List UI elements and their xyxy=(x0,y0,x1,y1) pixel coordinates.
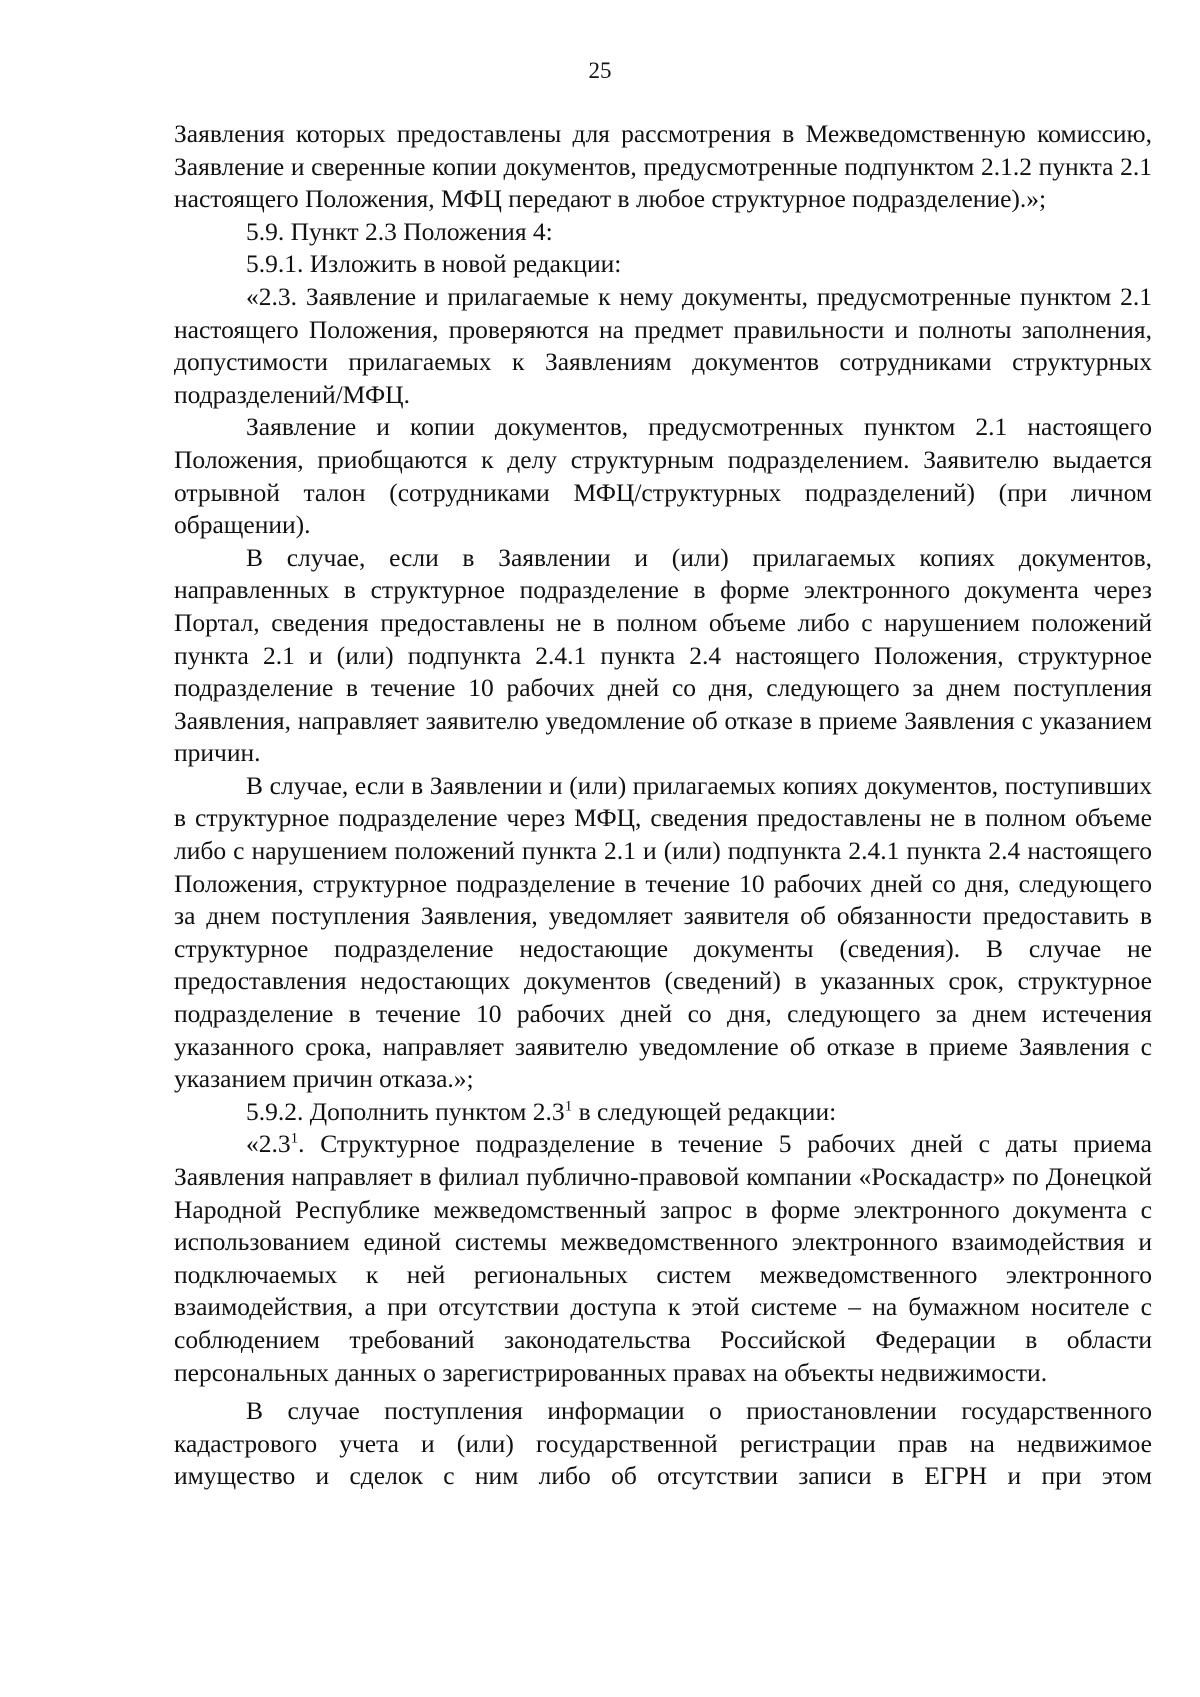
text-fragment: . Структурное подразделение в течение 5 рабочих дней с даты приема Заявления направляет в филиал публично-правовой компании «Роскадастр» по Донецкой Народной Республике межведомственный запрос в форме электронного документа с использованием единой системы межведомственного электронного взаимодействия и подключаемых к ней региональных систем межведомственного электронного взаимодействия, а при отсутствии доступа к этой системе – на бумажном носителе с соблюдением требований законодательства Российской Федерации в области персональных данных о зарегистрированных правах на объекты недвижимости. xyxy=(174,1129,1152,1387)
text-fragment: 5.9.2. Дополнить пунктом 2.3 xyxy=(246,1096,565,1126)
paragraph-continuation: Заявления которых предоставлены для рассмотрения в Межведомственную комиссию, Заявление и сверенные копии документов, предусмотренные подпунктом 2.1.2 пункта 2.1 настоящего Положения, МФЦ передают в любое структурное подразделение).»; xyxy=(174,119,1152,214)
paragraph-clause-2-3: «2.3. Заявление и прилагаемые к нему документы, предусмотренные пунктом 2.1 настоящего Положения, проверяются на предмет правильности и полноты заполнения, допустимости прилагаемых к Заявлениям документов сотрудниками структурных подразделений/МФЦ. xyxy=(174,281,1152,409)
paragraph-item-5-9: 5.9. Пункт 2.3 Положения 4: xyxy=(246,216,553,246)
paragraph-suspension-case: В случае поступления информации о приостановлении государственного кадастрового учета и (или) государственной регистрации прав на недвижимое имущество и сделок с ним либо об отсутствии записи в ЕГРН и при этом xyxy=(174,1396,1152,1491)
text-fragment: «2.3 xyxy=(246,1129,291,1159)
text-fragment: в следующей редакции: xyxy=(572,1096,837,1126)
superscript: 1 xyxy=(290,1130,299,1147)
paragraph-clause-2-3-1 xyxy=(174,1128,1152,1389)
paragraph-copies-attached: Заявление и копии документов, предусмотренных пунктом 2.1 настоящего Положения, приобщаются к делу структурным подразделением. Заявителю выдается отрывной талон (сотрудниками МФЦ/структурных подразделений) (при личном обращении). xyxy=(174,412,1152,540)
document-body xyxy=(174,118,1152,1493)
paragraph-item-5-9-2 xyxy=(174,1096,1152,1129)
paragraph-item-5-9-1: 5.9.1. Изложить в новой редакции: xyxy=(246,249,622,279)
page-number: 25 xyxy=(588,58,612,83)
paragraph-mfc-case: В случае, если в Заявлении и (или) прилагаемых копиях документов, поступивших в структурное подразделение через МФЦ, сведения предоставлены не в полном объеме либо с нарушением положений пункта 2.1 и (или) подпункта 2.4.1 пункта 2.4 настоящего Положения, структурное подразделение в течение 10 рабочих дней со дня, следующего за днем поступления Заявления, уведомляет заявителя об обязанности предоставить в структурное подразделение недостающие документы (сведения). В случае не предоставления недостающих документов (сведений) в указанных срок, структурное подразделение в течение 10 рабочих дней со дня, следующего за днем истечения указанного срока, направляет заявителю уведомление об отказе в приеме Заявления с указанием причин отказа.»; xyxy=(174,770,1152,1094)
superscript: 1 xyxy=(564,1098,573,1115)
paragraph-portal-case: В случае, если в Заявлении и (или) прилагаемых копиях документов, направленных в структурное подразделение в форме электронного документа через Портал, сведения предоставлены не в полном объеме либо с нарушением положений пункта 2.1 и (или) подпункта 2.4.1 пункта 2.4 настоящего Положения, структурное подразделение в течение 10 рабочих дней со дня, следующего за днем поступления Заявления, направляет заявителю уведомление об отказе в приеме Заявления с указанием причин. xyxy=(174,542,1152,768)
